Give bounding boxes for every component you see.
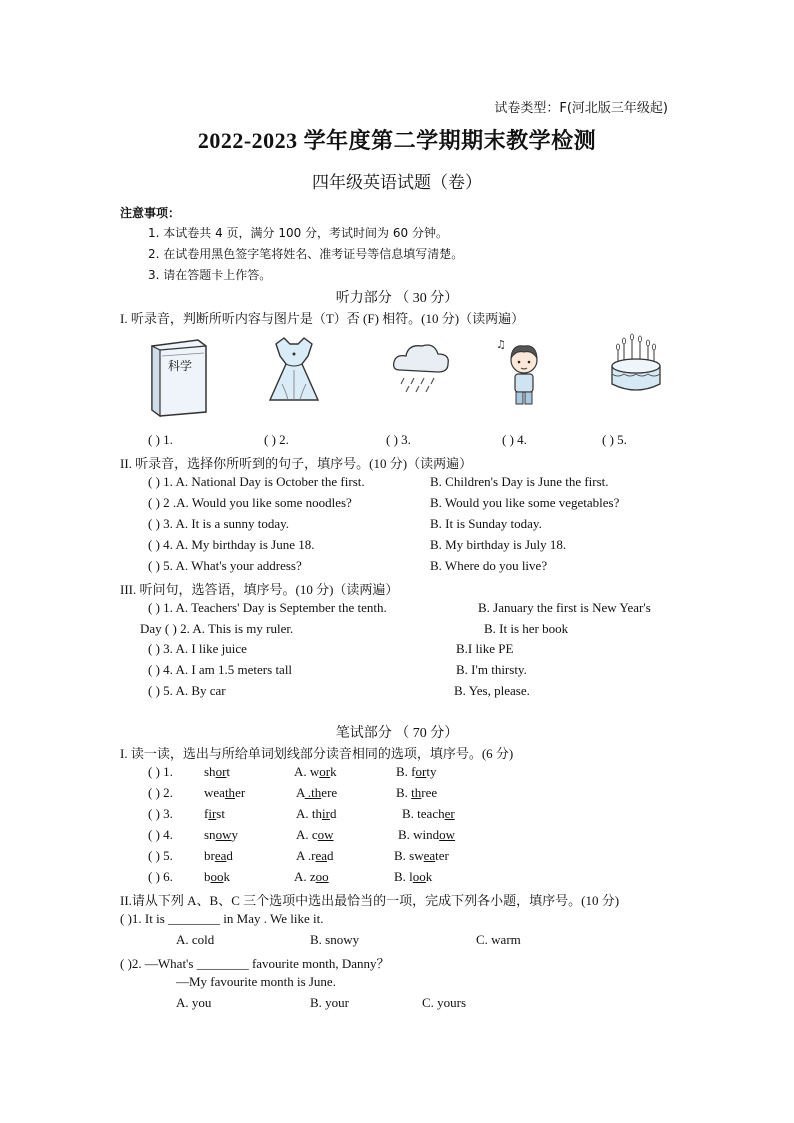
question-option-a: Day ( ) 2. A. This is my ruler. <box>140 621 294 636</box>
question-option-b: B. My birthday is July 18. <box>430 537 567 552</box>
note-item: 3. 请在答题卡上作答。 <box>148 268 272 282</box>
birthday-cake-picture <box>604 332 668 398</box>
choice-option: A. you <box>176 995 212 1010</box>
paper-type-label: 试卷类型：F(河北版三年级起) <box>494 101 668 116</box>
listening-part2-instruction: II. 听录音，选择你所听到的句子，填序号。(10 分)（读两遍） <box>120 456 473 471</box>
phonics-option-a-pre: A. th <box>296 806 322 821</box>
phonics-target-word-pre: sn <box>204 827 216 842</box>
phonics-option-a-pre: A .r <box>296 848 316 863</box>
choice-option: C. yours <box>422 995 467 1010</box>
phonics-option-b-post: ree <box>421 785 438 800</box>
phonics-option-b-ul: ea <box>423 848 436 863</box>
phonics-option-a-ul: .th <box>304 785 322 800</box>
phonics-question-number: ( ) 3. <box>148 806 173 821</box>
phonics-option-b-pre: B. f <box>396 764 416 779</box>
phonics-option-a <box>294 869 329 885</box>
phonics-target-word-ul: oo <box>210 869 224 884</box>
picture-answer-2[interactable]: ( ) 2. <box>264 432 289 447</box>
note-item: 1. 本试卷共 4 页，满分 100 分，考试时间为 60 分钟。 <box>148 226 448 240</box>
phonics-option-a-post: ere <box>321 785 338 800</box>
rain-cloud-picture <box>388 340 454 396</box>
choice-option: C. warm <box>476 932 521 947</box>
choice-question-2-reply: —My favourite month is June. <box>176 974 336 989</box>
exam-title: 2022-2023 学年度第二学期期末教学检测 <box>197 128 597 153</box>
listening-section-header: 听力部分 （ 30 分） <box>335 291 459 306</box>
science-book-picture <box>146 338 212 418</box>
written-part1-instruction: I. 读一读，选出与所给单词划线部分读音相同的选项，填序号。(6 分) <box>120 746 514 761</box>
question-option-b: B. Where do you live? <box>430 558 548 573</box>
question-option-b: B. Yes, please. <box>454 683 530 698</box>
phonics-option-b <box>394 848 449 864</box>
question-option-a: ( ) 3. A. I like juice <box>148 641 247 656</box>
phonics-target-word-pre: f <box>204 806 209 821</box>
phonics-option-b-ul: ow <box>439 827 456 842</box>
question-option-b: B. Would you like some vegetables? <box>430 495 620 510</box>
phonics-target-word-pre: b <box>204 869 211 884</box>
phonics-option-a <box>296 785 337 801</box>
note-item: 2. 在试卷用黑色签字笔将姓名、准考证号等信息填写清楚。 <box>148 247 464 261</box>
question-option-a: ( ) 2 .A. Would you like some noodles? <box>148 495 352 510</box>
phonics-option-b <box>396 785 437 801</box>
question-option-b: B. January the first is New Year's <box>478 600 651 615</box>
phonics-target-word-pre: wea <box>204 785 225 800</box>
picture-answer-1[interactable]: ( ) 1. <box>148 432 173 447</box>
phonics-option-b-ul: or <box>415 764 427 779</box>
listening-part3-instruction: III. 听问句，选答语，填序号。(10 分)（读两遍） <box>120 582 399 597</box>
phonics-option-a-ul: ea <box>315 848 328 863</box>
phonics-option-b-ul: oo <box>412 869 426 884</box>
phonics-option-b-pre: B. sw <box>394 848 424 863</box>
phonics-option-b-pre: B. teach <box>402 806 445 821</box>
phonics-option-a-pre: A. w <box>294 764 320 779</box>
question-option-b: B.I like PE <box>456 641 514 656</box>
question-option-b: B. It is Sunday today. <box>430 516 542 531</box>
exam-subtitle: 四年级英语试题（卷） <box>312 173 482 192</box>
question-option-b: B. It is her book <box>484 621 569 636</box>
written-part2-instruction: II.请从下列 A、B、C 三个选项中选出最恰当的一项，完成下列各小题，填序号。(10 分) <box>120 893 620 908</box>
phonics-target-word <box>204 785 245 801</box>
picture-answer-5[interactable]: ( ) 5. <box>602 432 627 447</box>
phonics-target-word <box>204 764 230 780</box>
phonics-option-b <box>402 806 455 822</box>
phonics-target-word <box>204 848 233 864</box>
picture-answer-3[interactable]: ( ) 3. <box>386 432 411 447</box>
phonics-option-a-pre: A <box>296 785 305 800</box>
question-option-a: ( ) 5. A. By car <box>148 683 226 698</box>
phonics-target-word-pre: br <box>204 848 215 863</box>
phonics-target-word-ul: ea <box>214 848 227 863</box>
phonics-question-number: ( ) 6. <box>148 869 173 884</box>
phonics-option-b <box>394 869 432 885</box>
phonics-option-b-post: ter <box>435 848 449 863</box>
phonics-option-b-pre: B. l <box>394 869 413 884</box>
phonics-option-b <box>396 764 436 780</box>
question-option-a: ( ) 4. A. I am 1.5 meters tall <box>148 662 293 677</box>
phonics-option-a-ul: ow <box>317 827 334 842</box>
phonics-target-word-post: st <box>216 806 225 821</box>
phonics-option-a-post: d <box>327 848 334 863</box>
phonics-target-word-ul: ir <box>208 806 217 821</box>
phonics-option-a-pre: A. c <box>296 827 318 842</box>
svg-text:♫: ♫ <box>496 338 506 351</box>
listening-part1-instruction: I. 听录音，判断所听内容与图片是（T）否 (F) 相符。(10 分)（读两遍） <box>120 311 525 326</box>
thirsty-boy-picture <box>494 334 550 408</box>
phonics-option-a <box>296 806 336 822</box>
question-option-b: B. Children's Day is June the first. <box>430 474 609 489</box>
phonics-target-word-post: d <box>226 848 233 863</box>
phonics-option-a <box>296 848 334 864</box>
phonics-option-a <box>296 827 334 843</box>
phonics-target-word-ul: ow <box>215 827 232 842</box>
question-option-b: B. I'm thirsty. <box>456 662 527 677</box>
phonics-target-word-ul: th <box>224 785 236 800</box>
phonics-question-number: ( ) 2. <box>148 785 173 800</box>
dress-picture <box>262 334 326 406</box>
question-option-a: ( ) 4. A. My birthday is June 18. <box>148 537 315 552</box>
phonics-option-a-post: d <box>329 806 337 821</box>
phonics-option-b-pre: B. <box>396 785 412 800</box>
phonics-target-word <box>204 806 225 822</box>
phonics-option-a-post: k <box>330 764 337 779</box>
phonics-option-b-post: ty <box>426 764 437 779</box>
phonics-option-a <box>294 764 337 780</box>
phonics-option-a-pre: A. z <box>294 869 316 884</box>
phonics-option-b-post: k <box>425 869 433 884</box>
phonics-option-b <box>398 827 455 843</box>
phonics-target-word-pre: sh <box>204 764 216 779</box>
phonics-question-number: ( ) 4. <box>148 827 173 842</box>
written-section-header: 笔试部分 （ 70 分） <box>335 726 459 741</box>
phonics-target-word-post: er <box>235 785 246 800</box>
question-option-a: ( ) 5. A. What's your address? <box>148 558 302 573</box>
phonics-option-a-ul: or <box>319 764 331 779</box>
choice-option: B. your <box>310 995 349 1010</box>
choice-question-1: ( )1. It is ________ in May . We like it. <box>120 911 324 926</box>
question-option-a: ( ) 3. A. It is a sunny today. <box>148 516 290 531</box>
notes-label: 注意事项： <box>120 206 181 220</box>
book-label: 科学 <box>168 359 193 373</box>
phonics-option-b-ul: er <box>444 806 455 821</box>
question-option-a: ( ) 1. A. Teachers' Day is September the tenth. <box>148 600 387 615</box>
phonics-option-b-pre: B. wind <box>398 827 440 842</box>
question-option-a: ( ) 1. A. National Day is October the first. <box>148 474 365 489</box>
phonics-question-number: ( ) 1. <box>148 764 173 779</box>
picture-answer-4[interactable]: ( ) 4. <box>502 432 527 447</box>
phonics-question-number: ( ) 5. <box>148 848 173 863</box>
choice-option: B. snowy <box>310 932 360 947</box>
phonics-target-word-ul: or <box>215 764 227 779</box>
choice-question-2: ( )2. —What's ________ favourite month, Danny？ <box>120 956 390 971</box>
phonics-target-word <box>204 827 238 843</box>
choice-option: A. cold <box>176 932 215 947</box>
phonics-target-word-post: k <box>223 869 230 884</box>
phonics-option-a-ul: ir <box>322 806 330 821</box>
phonics-option-a-ul: oo <box>315 869 329 884</box>
phonics-option-b-ul: th <box>411 785 422 800</box>
phonics-target-word-post: t <box>226 764 231 779</box>
phonics-target-word-post: y <box>231 827 238 842</box>
phonics-target-word <box>204 869 230 885</box>
